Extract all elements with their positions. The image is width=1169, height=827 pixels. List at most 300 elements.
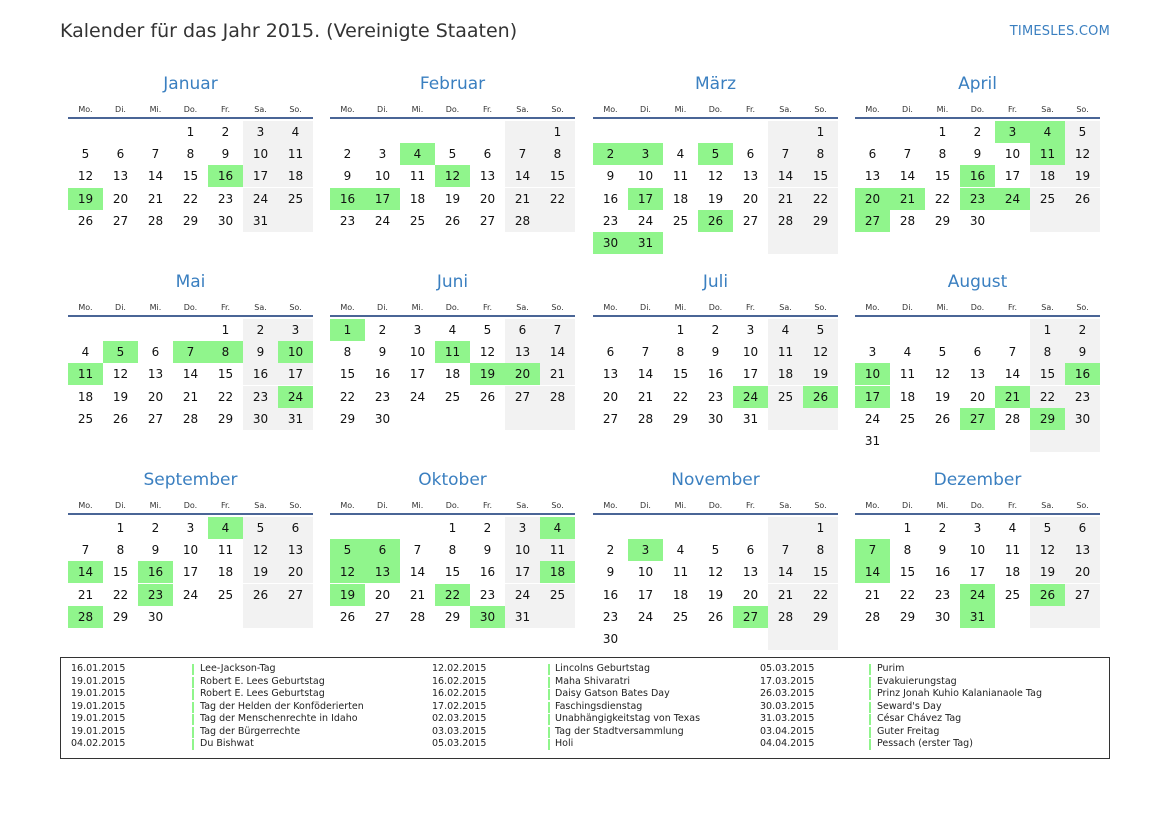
- day-cell: 19: [243, 561, 278, 583]
- day-cell: 2: [343, 147, 352, 162]
- weekday-label: Sa.: [516, 501, 529, 510]
- day-cell: 3: [868, 345, 877, 360]
- weekend-blank: [768, 121, 803, 143]
- day-cell: 1: [186, 125, 195, 139]
- weekend-blank: [540, 210, 575, 232]
- day-cell: 26: [707, 609, 724, 624]
- day-cell: 21: [540, 363, 575, 385]
- day-cell: 21: [864, 587, 881, 602]
- holiday-marker: [192, 714, 194, 725]
- weekday-label: Sa.: [516, 303, 529, 312]
- holiday-day-cell: 20: [855, 188, 890, 210]
- day-cell: 27: [742, 213, 759, 228]
- day-cell: 21: [637, 389, 654, 404]
- day-cell: 12: [112, 367, 129, 382]
- holiday-day-cell: 4: [1030, 121, 1065, 143]
- day-cell: 11: [1004, 543, 1021, 558]
- holiday-date: 19.01.2015: [71, 675, 126, 687]
- month-10: [593, 470, 838, 660]
- day-cell: 10: [969, 543, 986, 558]
- day-cell: 17: [278, 363, 313, 385]
- weekday-label: Fr.: [1007, 105, 1018, 114]
- day-cell: 15: [112, 565, 129, 580]
- day-cell: 27: [1065, 584, 1100, 606]
- weekday-label: Di.: [115, 303, 126, 312]
- day-cell: 11: [768, 341, 803, 363]
- holiday-day-cell: 12: [435, 165, 470, 187]
- holiday-day-cell: 24: [995, 188, 1030, 210]
- holiday-marker: [192, 677, 194, 688]
- day-cell: 28: [768, 606, 803, 628]
- month-8: [68, 470, 313, 660]
- day-cell: 22: [803, 584, 838, 606]
- month-name: Juli: [702, 272, 729, 292]
- holiday-day-cell: 30: [593, 232, 628, 254]
- month-11: [855, 470, 1100, 660]
- holiday-name: Faschingsdienstag: [555, 700, 643, 712]
- day-cell: 30: [243, 408, 278, 430]
- day-cell: 15: [217, 367, 234, 382]
- holiday-marker: [869, 677, 871, 688]
- weekday-label: Fr.: [1007, 303, 1018, 312]
- day-cell: 5: [448, 147, 457, 162]
- weekday-label: Mi.: [674, 105, 687, 114]
- day-cell: 20: [742, 587, 759, 602]
- holiday-name: Tag der Bürgerrechte: [200, 725, 301, 737]
- day-cell: 20: [742, 191, 759, 206]
- day-cell: 13: [864, 169, 881, 184]
- day-cell: 10: [637, 169, 654, 184]
- holiday-day-cell: 24: [278, 386, 313, 408]
- weekend-blank: [803, 232, 838, 254]
- weekday-label: Sa.: [254, 303, 267, 312]
- holiday-date: 16.01.2015: [71, 663, 126, 674]
- day-cell: 7: [641, 345, 650, 360]
- weekday-label: Do.: [445, 105, 460, 114]
- day-cell: 22: [1030, 386, 1065, 408]
- day-cell: 20: [112, 191, 129, 206]
- holiday-day-cell: 10: [278, 341, 313, 363]
- day-cell: 9: [711, 345, 720, 360]
- day-cell: 4: [81, 345, 90, 360]
- holiday-date: 03.04.2015: [760, 725, 815, 737]
- day-cell: 6: [973, 345, 982, 360]
- weekday-label: Di.: [115, 501, 126, 510]
- weekday-label: Fr.: [482, 501, 493, 510]
- day-cell: 20: [602, 389, 619, 404]
- holiday-day-cell: 2: [593, 143, 628, 165]
- weekday-label: Do.: [708, 303, 723, 312]
- holiday-marker: [548, 677, 550, 688]
- day-cell: 30: [602, 632, 619, 646]
- weekend-blank: [243, 606, 278, 628]
- holiday-day-cell: 19: [330, 584, 365, 606]
- weekday-label: Sa.: [779, 501, 792, 510]
- day-cell: 24: [637, 609, 654, 624]
- month-name: Januar: [163, 74, 218, 94]
- day-cell: 25: [444, 389, 461, 404]
- holiday-day-cell: 14: [855, 561, 890, 583]
- weekday-label: Do.: [445, 501, 460, 510]
- day-cell: 3: [413, 323, 422, 337]
- weekday-label: Di.: [377, 501, 388, 510]
- holiday-marker: [869, 664, 871, 675]
- month-divider: [68, 315, 313, 317]
- day-cell: 3: [186, 521, 195, 535]
- holiday-date: 05.03.2015: [432, 738, 487, 749]
- day-cell: 21: [768, 188, 803, 210]
- day-cell: 3: [278, 319, 313, 341]
- month-divider: [330, 513, 575, 515]
- weekday-label: So.: [1076, 501, 1089, 510]
- day-cell: 16: [243, 363, 278, 385]
- day-cell: 21: [768, 584, 803, 606]
- holiday-name: Pessach (erster Tag): [877, 738, 973, 749]
- holiday-day-cell: 3: [628, 143, 663, 165]
- day-cell: 11: [672, 169, 689, 184]
- day-cell: 14: [182, 367, 199, 382]
- day-cell: 31: [243, 210, 278, 232]
- day-cell: 29: [934, 213, 951, 228]
- day-cell: 13: [278, 539, 313, 561]
- weekend-blank: [1065, 430, 1100, 452]
- weekday-label: So.: [814, 501, 827, 510]
- day-cell: 20: [1065, 561, 1100, 583]
- month-divider: [593, 117, 838, 119]
- day-cell: 22: [672, 389, 689, 404]
- day-cell: 4: [903, 345, 912, 360]
- weekday-label: Di.: [640, 501, 651, 510]
- day-cell: 22: [339, 389, 356, 404]
- holiday-day-cell: 21: [995, 386, 1030, 408]
- holiday-marker: [192, 739, 194, 750]
- day-cell: 15: [934, 169, 951, 184]
- weekday-label: So.: [551, 501, 564, 510]
- day-cell: 5: [1065, 121, 1100, 143]
- holiday-date: 19.01.2015: [71, 688, 126, 699]
- weekday-label: So.: [1076, 303, 1089, 312]
- day-cell: 22: [217, 389, 234, 404]
- day-cell: 14: [147, 169, 164, 184]
- day-cell: 11: [409, 169, 426, 184]
- day-cell: 30: [147, 609, 164, 624]
- day-cell: 28: [147, 213, 164, 228]
- day-cell: 12: [243, 539, 278, 561]
- day-cell: 15: [803, 165, 838, 187]
- holiday-name: Maha Shivaratri: [555, 675, 631, 687]
- day-cell: 28: [540, 386, 575, 408]
- weekend-blank: [278, 606, 313, 628]
- day-cell: 27: [602, 411, 619, 426]
- day-cell: 23: [339, 213, 356, 228]
- day-cell: 2: [938, 521, 947, 535]
- day-cell: 13: [742, 169, 759, 184]
- weekend-blank: [768, 408, 803, 430]
- month-divider: [68, 513, 313, 515]
- holiday-marker: [548, 664, 550, 675]
- weekday-label: Sa.: [254, 105, 267, 114]
- day-cell: 25: [217, 587, 234, 602]
- weekday-label: Do.: [970, 303, 985, 312]
- day-cell: 1: [540, 121, 575, 143]
- weekday-label: Sa.: [1041, 501, 1054, 510]
- day-cell: 25: [1030, 188, 1065, 210]
- day-cell: 7: [768, 143, 803, 165]
- holiday-name: Purim: [877, 663, 905, 674]
- holiday-marker: [869, 689, 871, 700]
- day-cell: 6: [278, 517, 313, 539]
- month-name: März: [695, 74, 736, 94]
- day-cell: 28: [1004, 411, 1021, 426]
- day-cell: 18: [217, 565, 234, 580]
- day-cell: 15: [672, 367, 689, 382]
- weekday-label: Mo.: [865, 501, 880, 510]
- day-cell: 14: [768, 561, 803, 583]
- holiday-marker: [548, 689, 550, 700]
- weekday-label: Di.: [377, 105, 388, 114]
- weekday-label: So.: [1076, 105, 1089, 114]
- day-cell: 6: [606, 345, 615, 360]
- day-cell: 8: [803, 143, 838, 165]
- day-cell: 24: [864, 411, 881, 426]
- weekday-label: Mi.: [674, 501, 687, 510]
- holiday-name: Robert E. Lees Geburtstag: [200, 675, 325, 687]
- holiday-name: Seward's Day: [877, 700, 942, 712]
- weekend-blank: [1030, 430, 1065, 452]
- day-cell: 14: [409, 565, 426, 580]
- holiday-day-cell: 17: [628, 188, 663, 210]
- day-cell: 23: [602, 213, 619, 228]
- day-cell: 1: [116, 521, 125, 535]
- day-cell: 2: [606, 543, 615, 558]
- day-cell: 7: [1008, 345, 1017, 360]
- day-cell: 13: [479, 169, 496, 184]
- holiday-name: Prinz Jonah Kuhio Kalanianaole Tag: [877, 688, 1042, 699]
- weekday-label: Do.: [708, 105, 723, 114]
- holiday-day-cell: 14: [68, 561, 103, 583]
- day-cell: 10: [742, 345, 759, 360]
- day-cell: 14: [899, 169, 916, 184]
- day-cell: 18: [672, 191, 689, 206]
- holiday-day-cell: 22: [435, 584, 470, 606]
- day-cell: 19: [707, 587, 724, 602]
- day-cell: 16: [479, 565, 496, 580]
- day-cell: 31: [278, 408, 313, 430]
- day-cell: 23: [217, 191, 234, 206]
- day-cell: 9: [606, 565, 615, 580]
- month-name: Juni: [436, 272, 469, 292]
- day-cell: 23: [602, 609, 619, 624]
- day-cell: 26: [112, 411, 129, 426]
- day-cell: 22: [934, 191, 951, 206]
- day-cell: 25: [672, 213, 689, 228]
- weekday-label: Mo.: [603, 501, 618, 510]
- month-5: [330, 272, 575, 462]
- holiday-date: 04.04.2015: [760, 738, 815, 749]
- holiday-day-cell: 23: [960, 188, 995, 210]
- holiday-marker: [548, 727, 550, 738]
- day-cell: 10: [1004, 147, 1021, 162]
- month-7: [855, 272, 1100, 462]
- day-cell: 19: [112, 389, 129, 404]
- holiday-day-cell: 16: [208, 165, 243, 187]
- day-cell: 8: [116, 543, 125, 558]
- weekend-blank: [803, 628, 838, 650]
- day-cell: 3: [505, 517, 540, 539]
- weekday-label: So.: [814, 105, 827, 114]
- month-divider: [855, 513, 1100, 515]
- weekday-label: Mo.: [865, 105, 880, 114]
- day-cell: 31: [864, 434, 881, 448]
- weekday-label: So.: [289, 303, 302, 312]
- day-cell: 26: [243, 584, 278, 606]
- day-cell: 15: [182, 169, 199, 184]
- day-cell: 29: [112, 609, 129, 624]
- site-link[interactable]: TIMESLES.COM: [1009, 24, 1110, 39]
- weekday-label: Mo.: [78, 303, 93, 312]
- weekday-label: So.: [289, 501, 302, 510]
- month-1: [330, 74, 575, 264]
- weekday-label: Mi.: [411, 501, 424, 510]
- month-divider: [593, 513, 838, 515]
- weekday-label: Sa.: [254, 501, 267, 510]
- day-cell: 10: [505, 539, 540, 561]
- day-cell: 4: [676, 147, 685, 162]
- month-0: [68, 74, 313, 264]
- holiday-day-cell: 24: [960, 584, 995, 606]
- holiday-name: Robert E. Lees Geburtstag: [200, 688, 325, 699]
- day-cell: 16: [374, 367, 391, 382]
- day-cell: 6: [116, 147, 125, 162]
- day-cell: 18: [899, 389, 916, 404]
- day-cell: 5: [243, 517, 278, 539]
- holiday-day-cell: 4: [400, 143, 435, 165]
- weekday-label: Mi.: [674, 303, 687, 312]
- holiday-day-cell: 30: [470, 606, 505, 628]
- day-cell: 18: [1004, 565, 1021, 580]
- day-cell: 15: [899, 565, 916, 580]
- weekday-label: Di.: [640, 303, 651, 312]
- weekend-blank: [1065, 606, 1100, 628]
- month-divider: [68, 117, 313, 119]
- day-cell: 11: [217, 543, 234, 558]
- holiday-day-cell: 26: [803, 386, 838, 408]
- month-divider: [330, 117, 575, 119]
- holiday-name: Guter Freitag: [877, 725, 940, 737]
- day-cell: 12: [707, 169, 724, 184]
- day-cell: 13: [1065, 539, 1100, 561]
- day-cell: 17: [969, 565, 986, 580]
- day-cell: 8: [803, 539, 838, 561]
- day-cell: 21: [77, 587, 94, 602]
- weekday-label: Mi.: [411, 105, 424, 114]
- day-cell: 8: [343, 345, 352, 360]
- holiday-marker: [548, 702, 550, 713]
- holiday-day-cell: 7: [855, 539, 890, 561]
- page-title: Kalender für das Jahr 2015. (Vereinigte Staaten): [60, 20, 518, 42]
- day-cell: 21: [409, 587, 426, 602]
- day-cell: 1: [938, 125, 947, 139]
- month-9: [330, 470, 575, 660]
- weekday-label: Sa.: [779, 303, 792, 312]
- day-cell: 19: [1030, 561, 1065, 583]
- weekday-label: Mo.: [78, 501, 93, 510]
- weekend-blank: [505, 408, 540, 430]
- weekday-label: Fr.: [482, 303, 493, 312]
- day-cell: 9: [151, 543, 160, 558]
- day-cell: 7: [413, 543, 422, 558]
- holiday-day-cell: 6: [365, 539, 400, 561]
- weekday-label: Mi.: [936, 105, 949, 114]
- day-cell: 14: [637, 367, 654, 382]
- day-cell: 3: [243, 121, 278, 143]
- weekday-label: Di.: [640, 105, 651, 114]
- day-cell: 25: [77, 411, 94, 426]
- holiday-day-cell: 20: [505, 363, 540, 385]
- day-cell: 12: [1030, 539, 1065, 561]
- holiday-marker: [548, 739, 550, 750]
- day-cell: 5: [938, 345, 947, 360]
- day-cell: 18: [672, 587, 689, 602]
- day-cell: 12: [77, 169, 94, 184]
- day-cell: 1: [803, 121, 838, 143]
- holiday-marker: [869, 702, 871, 713]
- day-cell: 19: [934, 389, 951, 404]
- weekday-label: Fr.: [745, 303, 756, 312]
- month-divider: [330, 315, 575, 317]
- weekday-label: Mo.: [603, 303, 618, 312]
- weekend-blank: [768, 517, 803, 539]
- day-cell: 29: [803, 606, 838, 628]
- day-cell: 25: [899, 411, 916, 426]
- holiday-day-cell: 19: [68, 188, 103, 210]
- weekday-label: Di.: [115, 105, 126, 114]
- day-cell: 15: [540, 165, 575, 187]
- weekday-label: Do.: [445, 303, 460, 312]
- day-cell: 12: [707, 565, 724, 580]
- weekday-label: Fr.: [745, 105, 756, 114]
- holiday-day-cell: 18: [540, 561, 575, 583]
- weekday-label: Fr.: [220, 105, 231, 114]
- day-cell: 27: [278, 584, 313, 606]
- holiday-day-cell: 21: [890, 188, 925, 210]
- day-cell: 4: [768, 319, 803, 341]
- holiday-day-cell: 8: [208, 341, 243, 363]
- holiday-day-cell: 5: [698, 143, 733, 165]
- weekday-label: Do.: [183, 303, 198, 312]
- day-cell: 2: [973, 125, 982, 139]
- holiday-day-cell: 1: [330, 319, 365, 341]
- day-cell: 24: [409, 389, 426, 404]
- day-cell: 5: [1030, 517, 1065, 539]
- holiday-day-cell: 4: [208, 517, 243, 539]
- day-cell: 3: [973, 521, 982, 535]
- weekday-label: Sa.: [1041, 105, 1054, 114]
- day-cell: 22: [899, 587, 916, 602]
- day-cell: 15: [339, 367, 356, 382]
- day-cell: 31: [742, 411, 759, 426]
- day-cell: 6: [868, 147, 877, 162]
- weekend-blank: [768, 628, 803, 650]
- holiday-date: 19.01.2015: [71, 713, 126, 724]
- weekday-label: Fr.: [220, 501, 231, 510]
- weekday-label: Mo.: [78, 105, 93, 114]
- day-cell: 23: [479, 587, 496, 602]
- weekend-blank: [803, 408, 838, 430]
- day-cell: 5: [81, 147, 90, 162]
- weekday-label: Di.: [902, 501, 913, 510]
- day-cell: 28: [768, 210, 803, 232]
